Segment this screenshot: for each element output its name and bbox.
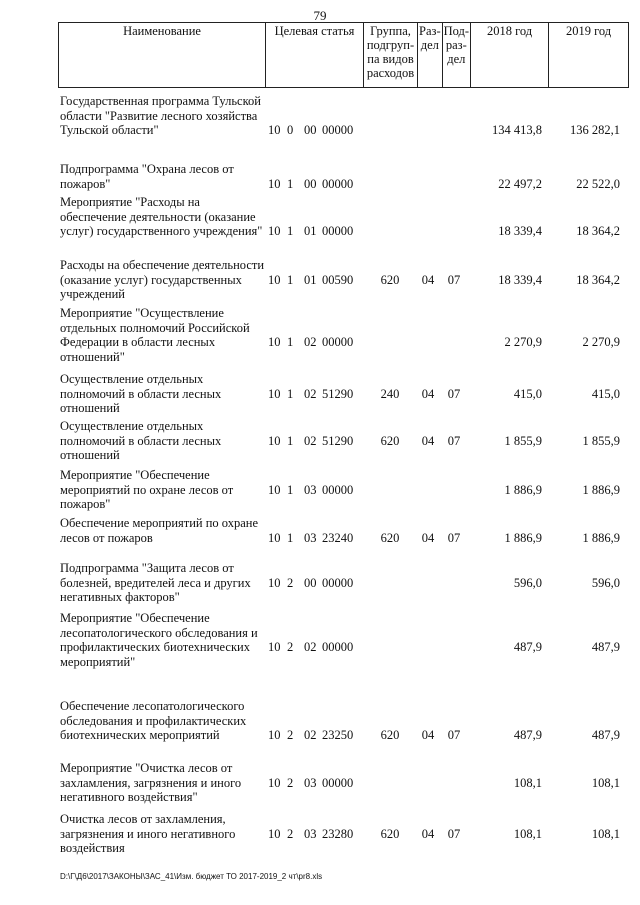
target-event-code: 03 xyxy=(304,530,317,545)
amount-2018: 18 339,4 xyxy=(498,272,542,287)
target-event-code: 01 xyxy=(304,272,317,287)
header-year-2019: 2019 год xyxy=(549,23,629,88)
amount-2018: 18 339,4 xyxy=(498,224,542,238)
target-subprogram-code: 2 xyxy=(287,640,294,654)
target-direction-code: 00000 xyxy=(322,640,354,654)
target-program-code: 10 xyxy=(268,728,281,742)
target-event-code: 00 xyxy=(304,575,317,590)
target-event-code: 03 xyxy=(304,826,317,841)
target-direction-code: 23280 xyxy=(322,826,354,841)
target-event-code: 03 xyxy=(304,482,317,497)
amount-2019: 487,9 xyxy=(591,728,620,742)
table-header xyxy=(58,22,629,88)
amount-2019: 415,0 xyxy=(591,386,620,401)
expense-group-value: 620 xyxy=(380,530,400,545)
target-program-code: 10 xyxy=(268,386,281,401)
header-target-article: Целевая статья xyxy=(266,23,364,88)
target-event-code: 02 xyxy=(304,386,317,401)
target-direction-code: 00000 xyxy=(322,575,354,590)
amount-2019: 487,9 xyxy=(591,640,620,654)
section-value: 04 xyxy=(421,728,435,742)
target-program-code: 10 xyxy=(268,272,281,287)
target-direction-code: 51290 xyxy=(322,433,354,448)
amount-2018: 487,9 xyxy=(513,640,542,654)
target-program-code: 10 xyxy=(268,433,281,448)
target-program-code: 10 xyxy=(268,176,281,191)
target-program-code: 10 xyxy=(268,482,281,497)
target-event-code: 02 xyxy=(304,728,317,742)
amount-2019: 18 364,2 xyxy=(576,224,620,238)
target-subprogram-code: 2 xyxy=(287,775,294,790)
target-direction-code: 23250 xyxy=(322,728,354,742)
header-expense-group: Группа, подгруп-па видов расходов xyxy=(364,23,418,88)
file-path-footer: D:\Г\Д6\2017\ЗАКОНЫ\ЗАС_41\Изм. бюджет ТО 2017-2019_2 чт\pr8.xls xyxy=(60,872,323,881)
section-value: 04 xyxy=(421,530,435,545)
target-subprogram-code: 1 xyxy=(287,272,294,287)
row-name: Подпрограмма "Охрана лесов от пожаров" xyxy=(60,162,234,191)
target-program-code: 10 xyxy=(268,224,281,238)
section-value: 04 xyxy=(421,433,435,448)
row-name: Очистка лесов от захламления, загрязнения и иного негативного воздействия xyxy=(60,812,236,855)
row-name: Расходы на обеспечение деятельности (оказание услуг) государственных учреждений xyxy=(60,258,265,301)
subsection-value: 07 xyxy=(447,826,461,841)
target-direction-code: 00000 xyxy=(322,176,354,191)
target-direction-code: 00000 xyxy=(322,335,354,349)
section-value: 04 xyxy=(421,272,435,287)
amount-2018: 596,0 xyxy=(513,575,542,590)
amount-2018: 487,9 xyxy=(513,728,542,742)
target-event-code: 00 xyxy=(304,176,317,191)
section-value: 04 xyxy=(421,826,435,841)
amount-2018: 22 497,2 xyxy=(498,176,542,191)
target-subprogram-code: 1 xyxy=(287,335,294,349)
row-name: Государственная программа Тульской области "Развитие лесного хозяйства Тульской области" xyxy=(60,94,261,137)
target-subprogram-code: 2 xyxy=(287,575,294,590)
row-name: Мероприятие "Расходы на обеспечение деятельности (оказание услуг) государственного учреждения" xyxy=(60,195,263,238)
target-event-code: 03 xyxy=(304,775,317,790)
target-subprogram-code: 2 xyxy=(287,826,294,841)
amount-2019: 596,0 xyxy=(591,575,620,590)
target-direction-code: 00000 xyxy=(322,224,354,238)
target-event-code: 02 xyxy=(304,433,317,448)
target-event-code: 02 xyxy=(304,640,317,654)
target-direction-code: 00000 xyxy=(322,123,354,137)
header-section: Раз-дел xyxy=(418,23,443,88)
amount-2018: 1 886,9 xyxy=(504,530,542,545)
row-name: Мероприятие "Очистка лесов от захламления, загрязнения и иного негативного воздействия" xyxy=(60,761,242,804)
subsection-value: 07 xyxy=(447,386,461,401)
expense-group-value: 620 xyxy=(380,826,400,841)
header-name: Наименование xyxy=(59,23,266,88)
amount-2018: 1 855,9 xyxy=(504,433,542,448)
row-name: Мероприятие "Обеспечение лесопатологического обследования и профилактических биотехнических мероприятий" xyxy=(60,611,258,669)
target-subprogram-code: 1 xyxy=(287,433,294,448)
amount-2019: 108,1 xyxy=(591,826,620,841)
target-program-code: 10 xyxy=(268,530,281,545)
subsection-value: 07 xyxy=(447,433,461,448)
row-name: Осуществление отдельных полномочий в области лесных отношений xyxy=(60,372,222,415)
expense-group-value: 620 xyxy=(380,272,400,287)
target-event-code: 00 xyxy=(304,123,317,137)
target-program-code: 10 xyxy=(268,335,281,349)
target-subprogram-code: 1 xyxy=(287,530,294,545)
target-program-code: 10 xyxy=(268,123,281,137)
subsection-value: 07 xyxy=(447,530,461,545)
amount-2019: 18 364,2 xyxy=(576,272,620,287)
target-subprogram-code: 1 xyxy=(287,224,294,238)
target-subprogram-code: 2 xyxy=(287,728,294,742)
row-name: Подпрограмма "Защита лесов от болезней, вредителей леса и других негативных факторов" xyxy=(60,561,251,604)
target-subprogram-code: 1 xyxy=(287,482,294,497)
amount-2019: 108,1 xyxy=(591,775,620,790)
target-event-code: 01 xyxy=(304,224,317,238)
expense-group-value: 240 xyxy=(380,386,400,401)
target-subprogram-code: 0 xyxy=(287,123,294,137)
target-direction-code: 00000 xyxy=(322,775,354,790)
expense-group-value: 620 xyxy=(380,433,400,448)
target-direction-code: 00590 xyxy=(322,272,354,287)
amount-2019: 1 886,9 xyxy=(582,530,620,545)
subsection-value: 07 xyxy=(447,272,461,287)
row-name: Осуществление отдельных полномочий в области лесных отношений xyxy=(60,419,222,462)
header-subsection: Под-раз-дел xyxy=(442,23,470,88)
target-direction-code: 51290 xyxy=(322,386,354,401)
target-program-code: 10 xyxy=(268,640,281,654)
amount-2019: 2 270,9 xyxy=(582,335,620,349)
amount-2018: 108,1 xyxy=(513,826,542,841)
header-year-2018: 2018 год xyxy=(471,23,549,88)
amount-2018: 1 886,9 xyxy=(504,482,542,497)
subsection-value: 07 xyxy=(447,728,461,742)
target-program-code: 10 xyxy=(268,826,281,841)
target-event-code: 02 xyxy=(304,335,317,349)
row-name: Обеспечение лесопатологического обследования и профилактических биотехнических мероприятий xyxy=(60,699,247,742)
row-name: Мероприятие "Осуществление отдельных полномочий Российской Федерации в области лесных отношений" xyxy=(60,306,250,364)
row-name: Обеспечение мероприятий по охране лесов от пожаров xyxy=(60,516,259,545)
amount-2019: 1 855,9 xyxy=(582,433,620,448)
section-value: 04 xyxy=(421,386,435,401)
amount-2018: 415,0 xyxy=(513,386,542,401)
amount-2019: 1 886,9 xyxy=(582,482,620,497)
amount-2019: 136 282,1 xyxy=(570,123,620,137)
row-name: Мероприятие "Обеспечение мероприятий по охране лесов от пожаров" xyxy=(60,468,234,511)
page-number: 79 xyxy=(313,8,327,23)
amount-2018: 2 270,9 xyxy=(504,335,542,349)
amount-2018: 134 413,8 xyxy=(492,123,542,137)
target-direction-code: 00000 xyxy=(322,482,354,497)
amount-2018: 108,1 xyxy=(513,775,542,790)
target-subprogram-code: 1 xyxy=(287,176,294,191)
target-subprogram-code: 1 xyxy=(287,386,294,401)
amount-2019: 22 522,0 xyxy=(576,176,620,191)
expense-group-value: 620 xyxy=(380,728,400,742)
target-direction-code: 23240 xyxy=(322,530,354,545)
target-program-code: 10 xyxy=(268,575,281,590)
target-program-code: 10 xyxy=(268,775,281,790)
